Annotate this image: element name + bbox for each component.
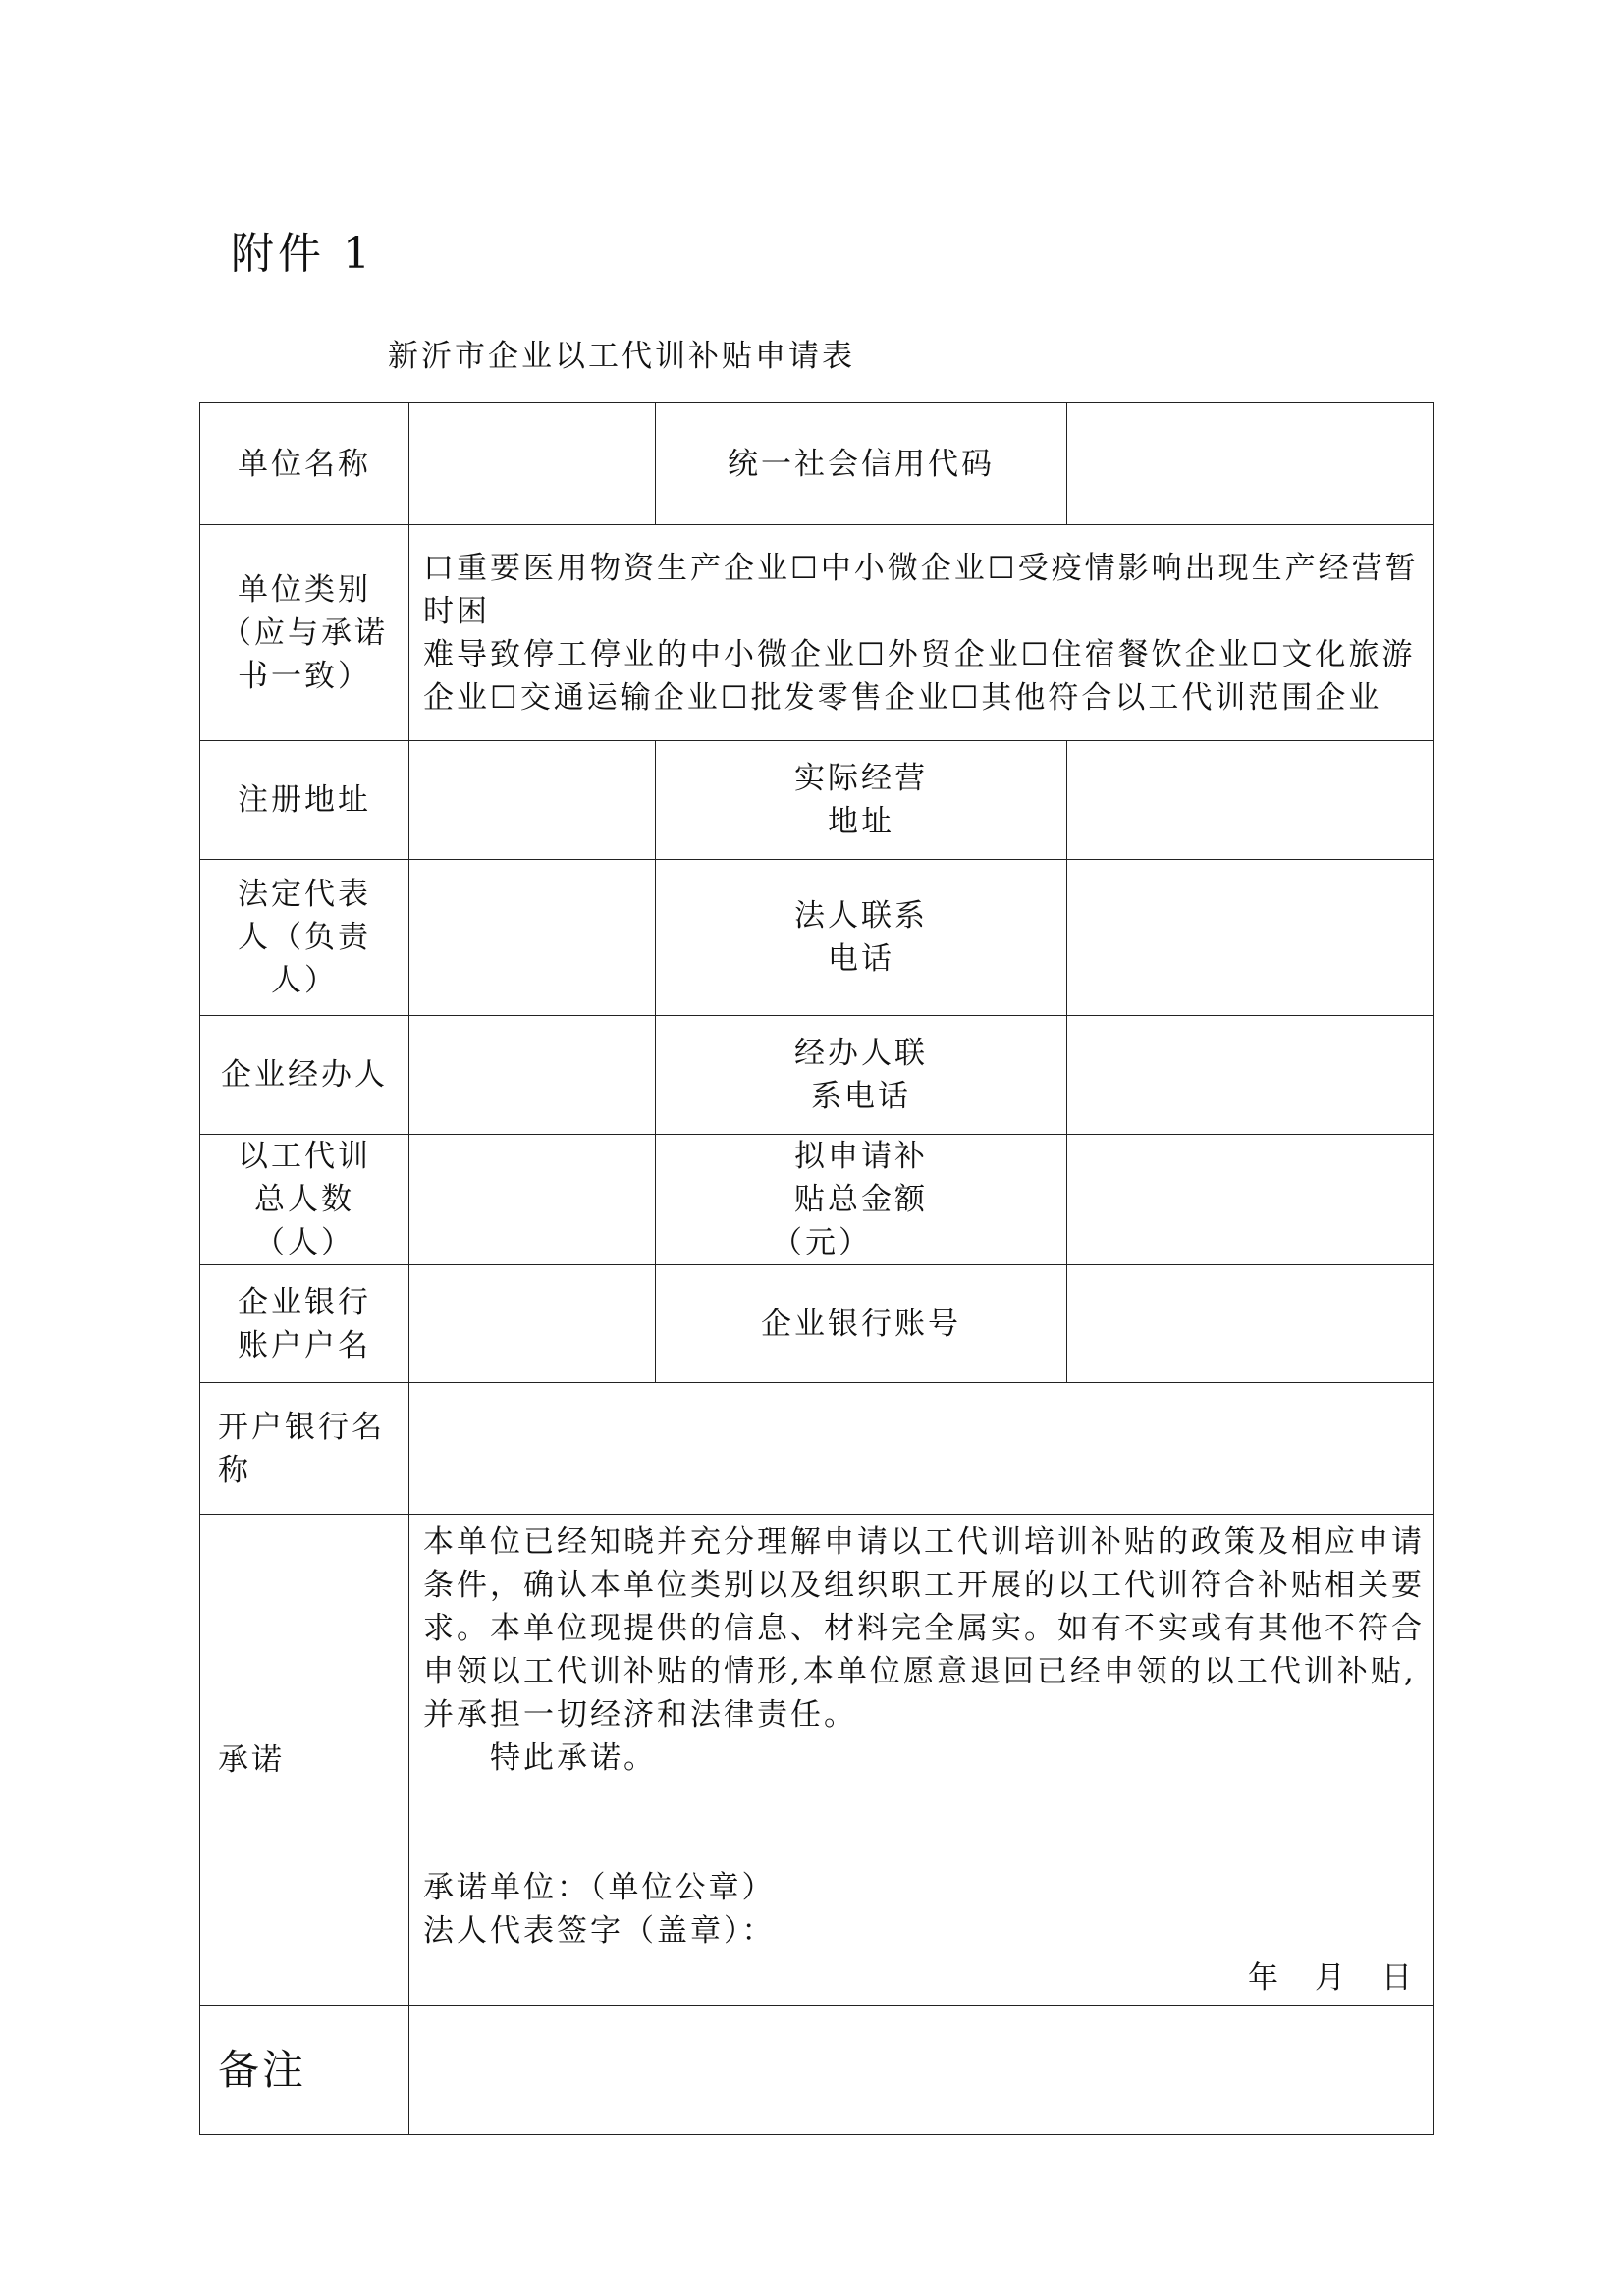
trainees-label: 以工代训 总人数 （人） [200,1135,409,1265]
promise-label: 承诺 [200,1515,409,2006]
trainees-field[interactable] [409,1135,656,1265]
credit-code-label: 统一社会信用代码 [656,403,1067,525]
remark-field[interactable] [409,2006,1434,2135]
row-handler [200,1016,1434,1135]
amount-label: 拟申请补 贴总金额 （元） [656,1135,1067,1265]
promise-signature: 法人代表签字（盖章）： [423,1913,776,1949]
bank-account-no-label: 企业银行账号 [656,1265,1067,1383]
handler-phone-label: 经办人联 系电话 [656,1016,1067,1135]
handler-phone-field[interactable] [1067,1016,1434,1135]
unit-category-label: 单位类别 （应与承诺 书一致） [200,525,409,741]
legal-phone-label: 法人联系 电话 [656,860,1067,1016]
row-bank-account [200,1265,1434,1383]
row-legal-rep [200,860,1434,1016]
row-bank-name [200,1383,1434,1515]
attachment-label: 附件 1 [231,229,374,279]
bank-name-field[interactable] [409,1383,1434,1515]
handler-label: 企业经办人 [200,1016,409,1135]
promise-date: 年 月 日 [1248,1960,1415,1996]
credit-code-field[interactable] [1067,403,1434,525]
handler-field[interactable] [409,1016,656,1135]
application-form-table [199,402,1434,2135]
row-remark [200,2006,1434,2135]
legal-rep-label: 法定代表 人（负责 人） [200,860,409,1016]
bank-name-label: 开户银行名 称 [200,1383,409,1515]
row-unit-category [200,525,1434,741]
reg-address-label: 注册地址 [200,741,409,860]
form-title: 新沂市企业以工代训补贴申请表 [388,339,855,374]
row-promise [200,1515,1434,2006]
unit-name-label: 单位名称 [200,403,409,525]
actual-address-field[interactable] [1067,741,1434,860]
bank-account-name-label: 企业银行 账户户名 [200,1265,409,1383]
remark-label: 备注 [200,2006,409,2135]
reg-address-field[interactable] [409,741,656,860]
unit-name-field[interactable] [409,403,656,525]
row-trainees [200,1135,1434,1265]
bank-account-no-field[interactable] [1067,1265,1434,1383]
row-address [200,741,1434,860]
legal-rep-field[interactable] [409,860,656,1016]
bank-account-name-field[interactable] [409,1265,656,1383]
promise-unit-seal: 承诺单位：（单位公章） [423,1870,776,1905]
actual-address-label: 实际经营 地址 [656,741,1067,860]
unit-category-options[interactable]: 口重要医用物资生产企业☐中小微企业☐受疫情影响出现生产经营暂 时困 难导致停工停业的中小微企业☐外贸企业☐住宿餐饮企业☐文化旅游 企业☐交通运输企业☐批发零售企业☐其他符合以工代训范围企业 [409,525,1434,741]
amount-field[interactable] [1067,1135,1434,1265]
promise-content: 本单位已经知晓并充分理解申请以工代训培训补贴的政策及相应申请 条件，确认本单位类别以及组织职工开展的以工代训符合补贴相关要 求。本单位现提供的信息、材料完全属实。如有不实或有其他不符合 申领以工代训补贴的情形,本单位愿意退回已经申领的以工代训补贴, 并承担一切经济和法律责任。 特此承诺。 承诺单位：（单位公章） 法人代表签字（盖章）： 年 月 日 [409,1515,1434,2006]
legal-phone-field[interactable] [1067,860,1434,1016]
row-unit-name [200,403,1434,525]
